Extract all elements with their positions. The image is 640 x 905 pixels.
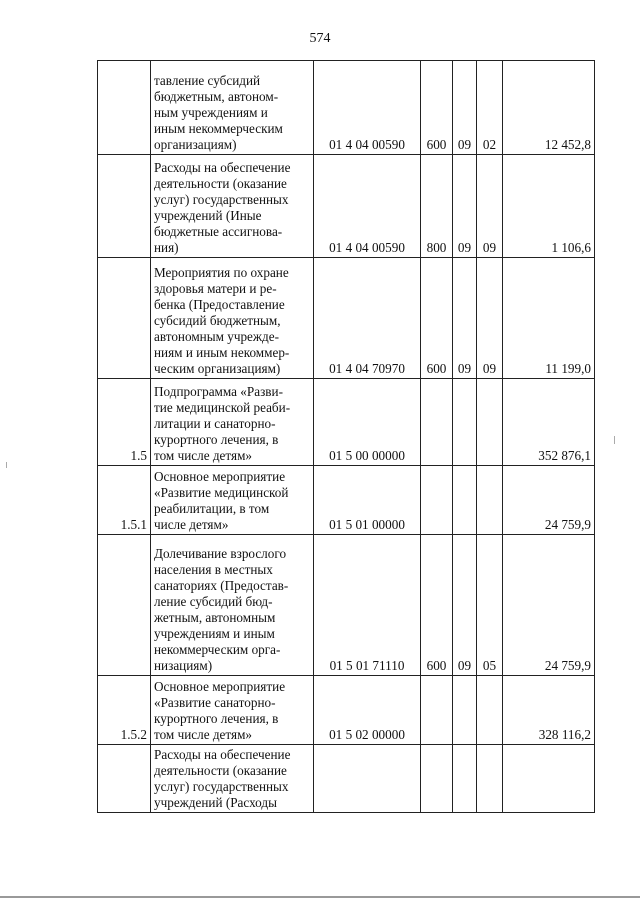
section-code-cell bbox=[453, 466, 477, 535]
item-name-line: ниям и иным некоммер- bbox=[154, 345, 290, 360]
item-name-line: Основное мероприятие bbox=[154, 469, 286, 484]
section-code-cell bbox=[453, 745, 477, 813]
section-code-cell bbox=[453, 379, 477, 466]
item-name-line: здоровья матери и ре- bbox=[154, 281, 277, 296]
table-row bbox=[98, 379, 595, 466]
item-name-line: учреждений (Расходы bbox=[154, 795, 277, 810]
row-number-cell: 1.5.1 bbox=[98, 466, 151, 535]
target-article-code-cell: 01 4 04 00590 bbox=[314, 155, 421, 258]
table-row bbox=[98, 61, 595, 155]
target-article-code-cell: 01 4 04 70970 bbox=[314, 258, 421, 379]
subsection-code-cell: 09 bbox=[477, 155, 503, 258]
section-code-cell: 09 bbox=[453, 61, 477, 155]
amount-cell: 12 452,8 bbox=[503, 61, 595, 155]
item-name-line: Расходы на обеспечение bbox=[154, 747, 291, 762]
item-name-line: «Развитие санаторно- bbox=[154, 695, 276, 710]
expense-type-code-cell: 600 bbox=[421, 61, 453, 155]
page-bottom-edge bbox=[0, 896, 640, 898]
row-number-cell: 1.5 bbox=[98, 379, 151, 466]
item-name-line: курортного лечения, в bbox=[154, 711, 279, 726]
item-name-line: деятельности (оказание bbox=[154, 763, 287, 778]
target-article-code-cell: 01 5 00 00000 bbox=[314, 379, 421, 466]
item-name-line: тие медицинской реаби- bbox=[154, 400, 291, 415]
amount-cell: 24 759,9 bbox=[503, 535, 595, 676]
item-name-line: организациям) bbox=[154, 137, 237, 152]
item-name-line: услуг) государственных bbox=[154, 192, 289, 207]
section-code-cell: 09 bbox=[453, 155, 477, 258]
item-name-line: ния) bbox=[154, 240, 179, 255]
subsection-code-cell: 02 bbox=[477, 61, 503, 155]
table-row bbox=[98, 466, 595, 535]
target-article-code-cell: 01 5 02 00000 bbox=[314, 676, 421, 745]
row-number-cell bbox=[98, 258, 151, 379]
item-name-line: Расходы на обеспечение bbox=[154, 160, 291, 175]
row-number-cell bbox=[98, 745, 151, 813]
subsection-code-cell bbox=[477, 466, 503, 535]
item-name-line: реабилитации, в том bbox=[154, 501, 270, 516]
scan-artifact bbox=[614, 436, 615, 444]
subsection-code-cell: 09 bbox=[477, 258, 503, 379]
row-number-cell: 1.5.2 bbox=[98, 676, 151, 745]
item-name-line: том числе детям» bbox=[154, 448, 253, 463]
expense-type-code-cell bbox=[421, 466, 453, 535]
item-name-line: бенка (Предоставление bbox=[154, 297, 285, 312]
item-name-line: иным некоммерческим bbox=[154, 121, 283, 136]
item-name-line: числе детям» bbox=[154, 517, 229, 532]
item-name-line: литации и санаторно- bbox=[154, 416, 276, 431]
target-article-code-cell bbox=[314, 745, 421, 813]
item-name-line: деятельности (оказание bbox=[154, 176, 287, 191]
item-name-line: жетным, автономным bbox=[154, 610, 276, 625]
expense-type-code-cell bbox=[421, 379, 453, 466]
expense-type-code-cell: 600 bbox=[421, 535, 453, 676]
subsection-code-cell bbox=[477, 676, 503, 745]
item-name-cell bbox=[151, 745, 314, 813]
item-name-line: Подпрограмма «Разви- bbox=[154, 384, 283, 399]
item-name-line: Долечивание взрослого bbox=[154, 546, 287, 561]
item-name-line: услуг) государственных bbox=[154, 779, 289, 794]
item-name-line: «Развитие медицинской bbox=[154, 485, 289, 500]
item-name-line: бюджетным, автоном- bbox=[154, 89, 279, 104]
item-name-cell bbox=[151, 379, 314, 466]
item-name-line: тавление субсидий bbox=[154, 73, 261, 88]
expense-type-code-cell: 800 bbox=[421, 155, 453, 258]
amount-cell: 11 199,0 bbox=[503, 258, 595, 379]
item-name-line: санаториях (Предостав- bbox=[154, 578, 289, 593]
amount-cell: 352 876,1 bbox=[503, 379, 595, 466]
table-row bbox=[98, 258, 595, 379]
expense-type-code-cell bbox=[421, 676, 453, 745]
row-number-cell bbox=[98, 535, 151, 676]
target-article-code-cell: 01 5 01 00000 bbox=[314, 466, 421, 535]
table-row bbox=[98, 745, 595, 813]
subsection-code-cell bbox=[477, 745, 503, 813]
item-name-line: ным учреждениям и bbox=[154, 105, 268, 120]
item-name-line: том числе детям» bbox=[154, 727, 253, 742]
expense-type-code-cell: 600 bbox=[421, 258, 453, 379]
item-name-line: ческим организациям) bbox=[154, 361, 281, 376]
table-row bbox=[98, 155, 595, 258]
item-name-line: Мероприятия по охране bbox=[154, 265, 289, 280]
item-name-line: автономным учрежде- bbox=[154, 329, 279, 344]
item-name-cell bbox=[151, 258, 314, 379]
section-code-cell: 09 bbox=[453, 258, 477, 379]
subsection-code-cell bbox=[477, 379, 503, 466]
table-body bbox=[98, 61, 595, 813]
page-number: 574 bbox=[309, 31, 331, 46]
item-name-line: курортного лечения, в bbox=[154, 432, 279, 447]
amount-cell: 1 106,6 bbox=[503, 155, 595, 258]
item-name-cell bbox=[151, 61, 314, 155]
item-name-line: учреждений (Иные bbox=[154, 208, 262, 223]
item-name-line: Основное мероприятие bbox=[154, 679, 286, 694]
amount-cell: 328 116,2 bbox=[503, 676, 595, 745]
item-name-line: учреждениям и иным bbox=[154, 626, 275, 641]
table-row bbox=[98, 535, 595, 676]
amount-cell bbox=[503, 745, 595, 813]
scan-artifact bbox=[6, 462, 7, 468]
item-name-cell bbox=[151, 676, 314, 745]
item-name-line: некоммерческим орга- bbox=[154, 642, 281, 657]
item-name-line: населения в местных bbox=[154, 562, 273, 577]
section-code-cell bbox=[453, 676, 477, 745]
row-number-cell bbox=[98, 155, 151, 258]
target-article-code-cell: 01 4 04 00590 bbox=[314, 61, 421, 155]
item-name-line: низациям) bbox=[154, 658, 213, 673]
amount-cell: 24 759,9 bbox=[503, 466, 595, 535]
table-row bbox=[98, 676, 595, 745]
item-name-line: бюджетные ассигнова- bbox=[154, 224, 283, 239]
item-name-cell bbox=[151, 155, 314, 258]
subsection-code-cell: 05 bbox=[477, 535, 503, 676]
item-name-cell bbox=[151, 535, 314, 676]
item-name-cell bbox=[151, 466, 314, 535]
row-number-cell bbox=[98, 61, 151, 155]
expense-type-code-cell bbox=[421, 745, 453, 813]
item-name-line: ление субсидий бюд- bbox=[154, 594, 273, 609]
target-article-code-cell: 01 5 01 71110 bbox=[314, 535, 421, 676]
section-code-cell: 09 bbox=[453, 535, 477, 676]
item-name-line: субсидий бюджетным, bbox=[154, 313, 281, 328]
budget-table bbox=[97, 60, 595, 813]
